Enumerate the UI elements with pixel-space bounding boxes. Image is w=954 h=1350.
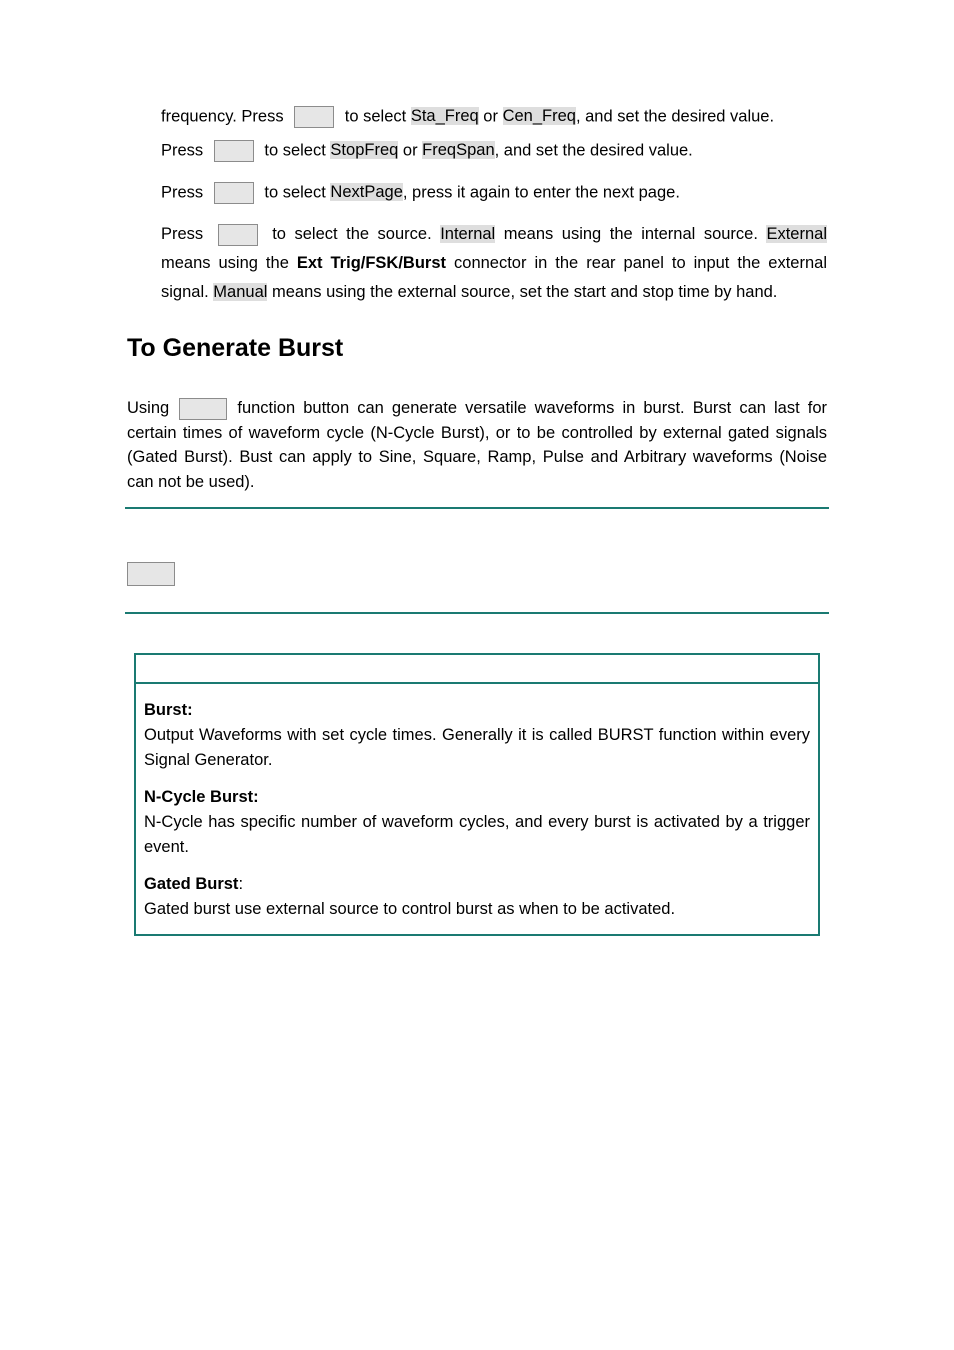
divider-top (125, 507, 829, 509)
glossary-term-gated-burst-line (144, 872, 810, 897)
text: or (402, 141, 418, 160)
text: Using (127, 399, 170, 417)
instruction-line-2 (161, 140, 827, 162)
text: to select the source. (272, 225, 432, 243)
connector-name: Ext Trig/FSK/Burst (296, 254, 447, 272)
instruction-source-paragraph (161, 220, 827, 307)
menu-option-freqspan: FreqSpan (422, 141, 495, 160)
text: Press (161, 225, 204, 243)
glossary-term-gated-burst: Gated Burst (144, 875, 239, 893)
menu-option-internal: Internal (440, 225, 496, 243)
glossary-term-burst: Burst: (144, 701, 193, 719)
glossary-box (134, 653, 820, 936)
menu-option-manual: Manual (213, 283, 268, 301)
text: frequency. Press (161, 107, 284, 126)
menu-option-sta-freq: Sta_Freq (410, 107, 479, 126)
section-intro (127, 396, 827, 494)
divider-bottom (125, 612, 829, 614)
instruction-line-1 (161, 106, 827, 128)
text: or (483, 107, 498, 126)
glossary-definition-burst: Output Waveforms with set cycle times. Generally it is called BURST function within every Signal Generator. (144, 726, 810, 769)
menu-option-external: External (766, 225, 827, 243)
section-title: To Generate Burst (127, 334, 344, 362)
text: means using the external source, set the start and stop time by hand. (272, 283, 778, 301)
instruction-line-3 (161, 182, 827, 204)
burst-front-panel-key[interactable] (127, 562, 175, 586)
text: , and set the desired value. (575, 107, 775, 126)
burst-function-button[interactable] (179, 398, 227, 420)
text: means using the (161, 254, 289, 272)
text: , press it again to enter the next page. (402, 183, 680, 202)
text: Press (161, 141, 204, 160)
softkey-button[interactable] (294, 106, 334, 128)
text: to select (264, 183, 326, 202)
text: connector in the rear panel to input the external signal. (161, 254, 827, 301)
text: function button can generate versatile waveforms in burst. Burst can last for certain times of waveform cycle (N-Cycle Burst), or to be controlled by external gated signals (Gated Burst). Bust can apply to Sine, Square, Ramp, Pulse and Arbitrary waveforms (Noise can not be used). (127, 399, 828, 491)
softkey-button[interactable] (218, 224, 258, 246)
glossary-definition-gated-burst: Gated burst use external source to control burst as when to be activated. (144, 900, 676, 918)
text: , and set the desired value. (494, 141, 693, 160)
text: to select (344, 107, 407, 126)
menu-option-nextpage: NextPage (330, 183, 403, 202)
text: to select (264, 141, 326, 160)
text: Press (161, 183, 204, 202)
softkey-button[interactable] (214, 140, 254, 162)
text: : (238, 875, 244, 893)
menu-option-cen-freq: Cen_Freq (502, 107, 576, 126)
glossary-term-n-cycle-burst: N-Cycle Burst: (144, 788, 259, 806)
glossary-box-body (136, 684, 818, 922)
glossary-box-header (136, 655, 818, 684)
menu-option-stopfreq: StopFreq (330, 141, 399, 160)
softkey-button[interactable] (214, 182, 254, 204)
text: means using the internal source. (503, 225, 758, 243)
glossary-definition-n-cycle-burst: N-Cycle has specific number of waveform cycles, and every burst is activated by a trigger event. (144, 813, 810, 856)
